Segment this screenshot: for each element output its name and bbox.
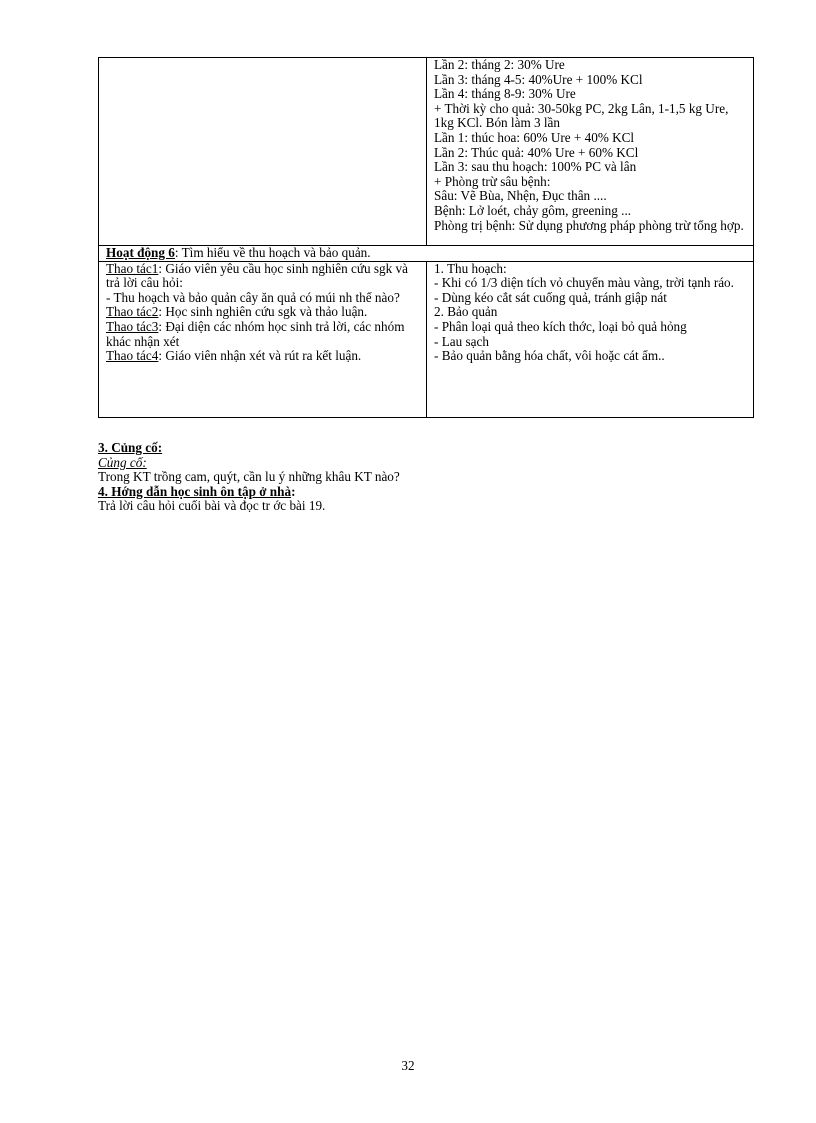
disease-line: Bệnh: Lở loét, chảy gôm, greening ... xyxy=(434,202,632,218)
harvest-heading: 1. Thu hoạch: xyxy=(434,260,507,276)
step-1 xyxy=(106,262,419,291)
step-text: : Giáo viên nhận xét và rút ra kết luận. xyxy=(158,348,362,364)
pest-heading: + Phòng trừ sâu bệnh: xyxy=(434,173,551,189)
table-row xyxy=(99,261,754,417)
consolidation-text: Trong KT trồng cam, quýt, cần lu ý những khâu KT nào? xyxy=(98,469,400,485)
row1-left-cell xyxy=(99,58,427,246)
step-text: : Đại diện các nhóm học sinh trả lời, các nhóm khác nhận xét xyxy=(106,318,405,349)
consolidation-heading: 3. Củng cố: xyxy=(98,440,163,455)
homework-colon: : xyxy=(291,483,296,499)
activity-label: Hoạt động 6 xyxy=(106,245,175,260)
prevention-line: Phòng trị bệnh: Sử dụng phương pháp phòng trừ tổng hợp. xyxy=(434,217,744,233)
fertilizer-line: Lần 3: tháng 4-5: 40%Ure + 100% KCl xyxy=(434,71,643,87)
homework-heading-line xyxy=(98,485,758,500)
harvest-line: - Khi có 1/3 diện tích vỏ chuyển màu vàng, trời tạnh ráo. xyxy=(434,275,734,291)
activity-text: : Tìm hiểu về thu hoạch và bảo quản. xyxy=(174,245,371,260)
lesson-closing xyxy=(98,441,758,514)
step-4 xyxy=(106,349,419,364)
activity-heading-cell xyxy=(99,246,754,262)
storage-line: - Bảo quản bằng hóa chất, vôi hoặc cát ẩm.. xyxy=(434,348,665,364)
fertilizer-line: Lần 3: sau thu hoạch: 100% PC và lân xyxy=(434,159,637,175)
page-number: 32 xyxy=(401,1058,415,1073)
harvest-line: - Dùng kéo cắt sát cuống quả, tránh giập nát xyxy=(434,289,667,305)
step-label: Thao tác3 xyxy=(106,318,159,334)
step-text: : Học sinh nghiên cứu sgk và thảo luận. xyxy=(158,304,368,320)
step-label: Thao tác1 xyxy=(106,260,159,276)
pest-line: Sâu: Vẽ Bùa, Nhện, Đục thân .... xyxy=(434,188,607,204)
step-2 xyxy=(106,305,419,320)
fertilizer-line: + Thời kỳ cho quả: 30-50kg PC, 2kg Lân, 1-1,5 kg Ure, 1kg KCl. Bón làm 3 lần xyxy=(434,100,729,131)
fertilizer-line: Lần 2: tháng 2: 30% Ure xyxy=(434,57,565,72)
step-label: Thao tác2 xyxy=(106,304,159,320)
table-row xyxy=(99,246,754,262)
step-1-question: - Thu hoạch và bảo quản cây ăn quả có múi nh thế nào? xyxy=(106,289,400,305)
storage-heading: 2. Bảo quản xyxy=(434,304,498,320)
fertilizer-line: Lần 1: thúc hoa: 60% Ure + 40% KCl xyxy=(434,129,635,145)
fertilizer-line: Lần 4: tháng 8-9: 30% Ure xyxy=(434,86,576,102)
step-text: : Giáo viên yêu cầu học sinh nghiên cứu sgk và trả lời câu hỏi: xyxy=(106,260,408,291)
consolidation-subheading: Củng cố: xyxy=(98,454,147,470)
step-3 xyxy=(106,320,419,349)
row1-right-cell xyxy=(427,58,754,246)
storage-line: - Lau sạch xyxy=(434,333,489,349)
steps-cell xyxy=(99,261,427,417)
fertilizer-line: Lần 2: Thúc quả: 40% Ure + 60% KCl xyxy=(434,144,639,160)
storage-line: - Phân loại quả theo kích thớc, loại bỏ quả hỏng xyxy=(434,318,687,334)
step-label: Thao tác4 xyxy=(106,348,159,364)
table-row xyxy=(99,58,754,246)
results-cell xyxy=(427,261,754,417)
homework-heading: 4. Hớng dẫn học sinh ôn tập ở nhà xyxy=(98,483,292,499)
homework-text: Trả lời câu hỏi cuối bài và đọc tr ớc bài 19. xyxy=(98,498,326,514)
lesson-table xyxy=(98,57,754,418)
